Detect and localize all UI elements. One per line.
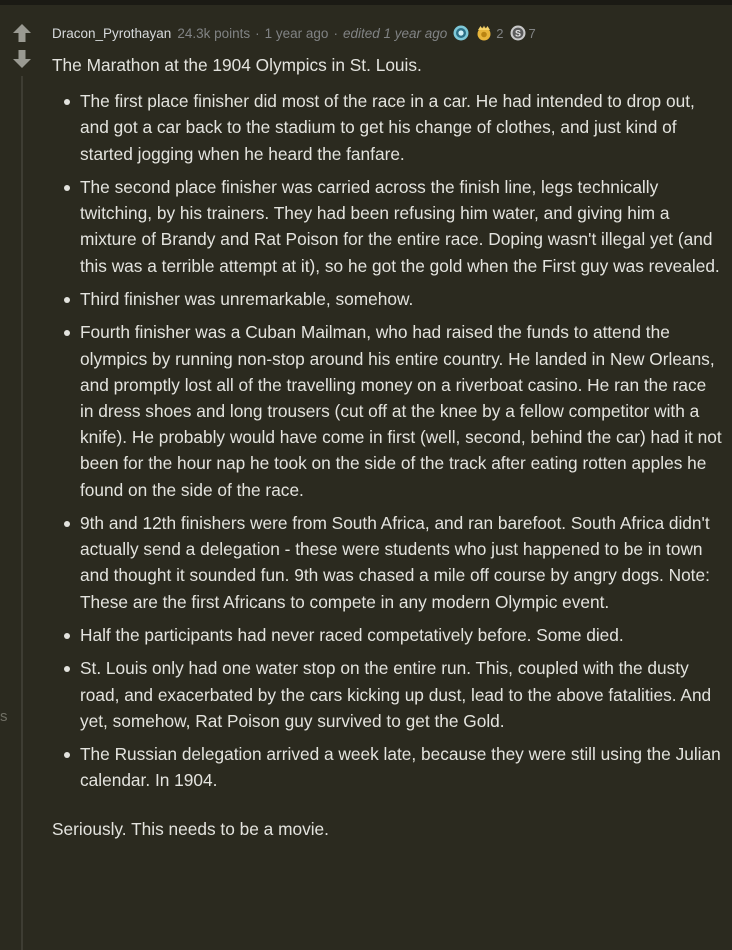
comment-thread-line[interactable] bbox=[21, 76, 23, 950]
meta-separator: · bbox=[333, 25, 338, 41]
left-edge-text: s bbox=[0, 708, 8, 725]
comment-closing-line: Seriously. This needs to be a movie. bbox=[52, 818, 329, 839]
list-item: Fourth finisher was a Cuban Mailman, who had raised the funds to attend the olympics by running non-stop around his entire country. He landed in New Orleans, and promptly lost all of the travelling money on a riverboat casino. He ran the race in dress shoes and long trousers (cut off at the knee by a fellow competitor with a knife). He probably would have come in first (well, second, behind the car) had it not been for the hour nap he took on the side of the track after eating rotten apples he found on the side of the race. bbox=[80, 319, 724, 502]
author-link[interactable]: Dracon_Pyrothayan bbox=[52, 25, 172, 41]
award-gold[interactable] bbox=[475, 25, 503, 41]
timestamp[interactable]: 1 year ago bbox=[264, 25, 329, 41]
upvote-arrow-icon bbox=[12, 23, 32, 43]
list-item: The second place finisher was carried across the finish line, legs technically twitching, by his trainers. They had been refusing him water, and giving him a mixture of Brandy and Rat Poison for the entire race. Doping wasn't illegal yet (and this was a terrible attempt at it), so he got the gold when the First guy was revealed. bbox=[80, 174, 724, 279]
platinum-award-icon bbox=[453, 25, 469, 41]
award-silver[interactable] bbox=[510, 25, 536, 41]
comment-title-line: The Marathon at the 1904 Olympics in St. Louis. bbox=[52, 55, 422, 75]
silver-award-icon bbox=[510, 25, 526, 41]
edited-timestamp: edited 1 year ago bbox=[342, 25, 448, 41]
gold-award-icon bbox=[475, 25, 493, 41]
gold-award-count: 2 bbox=[496, 25, 504, 41]
meta-separator: · bbox=[255, 25, 260, 41]
points-count: 24.3k points bbox=[177, 25, 251, 41]
list-item: Third finisher was unremarkable, somehow. bbox=[80, 286, 724, 312]
list-item: 9th and 12th finishers were from South Africa, and ran barefoot. South Africa didn't actually send a delegation - these were students who just happened to be in town and thought it sounded fun. 9th was chased a mile off course by angry dogs. Note: These are the first Africans to compete in any modern Olympic event. bbox=[80, 510, 724, 615]
comment bbox=[52, 20, 724, 859]
downvote-button[interactable] bbox=[10, 48, 34, 70]
award-platinum[interactable] bbox=[453, 25, 469, 41]
downvote-arrow-icon bbox=[12, 49, 32, 69]
top-border bbox=[0, 0, 732, 5]
bullet-list bbox=[52, 88, 724, 793]
list-item: St. Louis only had one water stop on the entire run. This, coupled with the dusty road, and exacerbated by the cars kicking up dust, lead to the above fatalities. And yet, somehow, Rat Poison guy survived to get the Gold. bbox=[80, 655, 724, 734]
silver-award-count: 7 bbox=[528, 25, 536, 41]
comment-body bbox=[52, 52, 724, 842]
upvote-button[interactable] bbox=[10, 22, 34, 44]
list-item: Half the participants had never raced competatively before. Some died. bbox=[80, 622, 724, 648]
comment-meta bbox=[52, 20, 724, 46]
list-item: The first place finisher did most of the race in a car. He had intended to drop out, and got a car back to the stadium to get his change of clothes, and just kind of started jogging when he heard the fanfare. bbox=[80, 88, 724, 167]
list-item: The Russian delegation arrived a week late, because they were still using the Julian calendar. In 1904. bbox=[80, 741, 724, 793]
svg-text:S: S bbox=[514, 28, 521, 39]
